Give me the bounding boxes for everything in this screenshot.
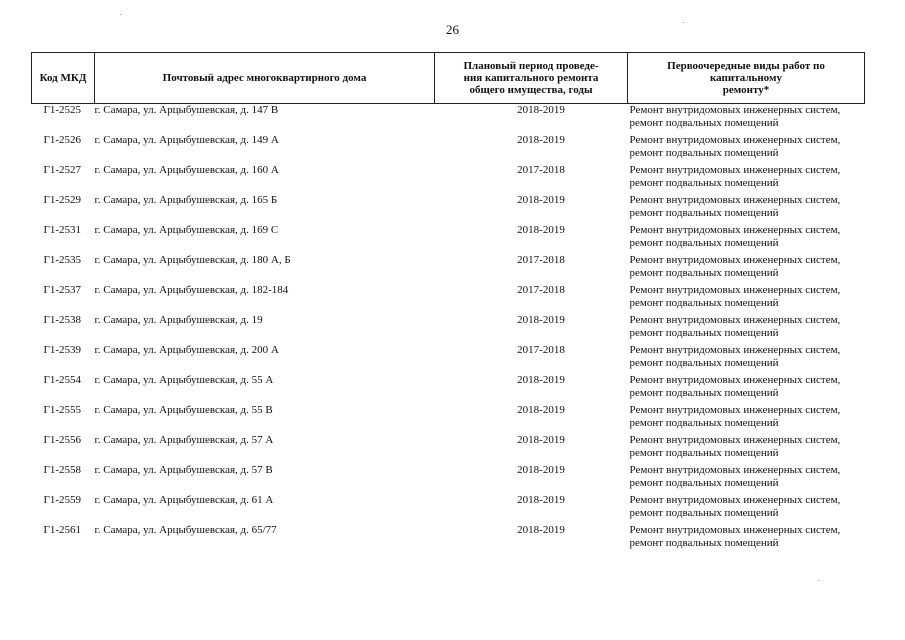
cell-works <box>628 344 865 374</box>
works-line: ремонт подвальных помещений <box>629 357 779 369</box>
works-line: Ремонт внутридомовых инженерных систем, <box>629 134 841 146</box>
cell-period: 2018-2019 <box>517 314 565 326</box>
scan-speck <box>818 580 819 581</box>
cell-code: Г1-2537 <box>43 284 82 296</box>
works-line: Ремонт внутридомовых инженерных систем, <box>629 164 841 176</box>
table-row <box>32 314 865 344</box>
cell-period: 2018-2019 <box>517 194 565 206</box>
cell-address: г. Самара, ул. Арцыбушевская, д. 57 А <box>94 434 274 446</box>
cell-period: 2017-2018 <box>517 254 565 266</box>
cell-works <box>628 254 865 284</box>
cell-address: г. Самара, ул. Арцыбушевская, д. 57 В <box>94 464 273 476</box>
cell-code: Г1-2555 <box>43 404 82 416</box>
works-line: Ремонт внутридомовых инженерных систем, <box>629 344 841 356</box>
cell-period: 2018-2019 <box>517 464 565 476</box>
table-header <box>32 53 865 104</box>
cell-works <box>628 494 865 524</box>
cell-works <box>628 194 865 224</box>
cell-address: г. Самара, ул. Арцыбушевская, д. 160 А <box>94 164 279 176</box>
works-line: ремонт подвальных помещений <box>629 117 779 129</box>
header-period <box>435 53 628 104</box>
cell-works <box>628 164 865 194</box>
cell-address: г. Самара, ул. Арцыбушевская, д. 19 <box>94 314 263 326</box>
cell-period: 2018-2019 <box>517 524 565 536</box>
cell-code: Г1-2539 <box>43 344 82 356</box>
cell-works <box>628 314 865 344</box>
cell-period: 2018-2019 <box>517 104 565 116</box>
works-line: Ремонт внутридомовых инженерных систем, <box>629 494 841 506</box>
works-line: ремонт подвальных помещений <box>629 297 779 309</box>
cell-code: Г1-2538 <box>43 314 82 326</box>
works-line: ремонт подвальных помещений <box>629 207 779 219</box>
cell-address: г. Самара, ул. Арцыбушевская, д. 149 А <box>94 134 279 146</box>
table-row <box>32 494 865 524</box>
cell-period: 2018-2019 <box>517 494 565 506</box>
cell-code: Г1-2526 <box>43 134 82 146</box>
header-period-line: общего имущества, годы <box>469 84 593 96</box>
works-line: ремонт подвальных помещений <box>629 537 779 549</box>
cell-period: 2018-2019 <box>517 374 565 386</box>
works-line: ремонт подвальных помещений <box>629 477 779 489</box>
cell-code: Г1-2529 <box>43 194 82 206</box>
cell-address: г. Самара, ул. Арцыбушевская, д. 147 В <box>94 104 279 116</box>
works-line: Ремонт внутридомовых инженерных систем, <box>629 464 841 476</box>
works-line: Ремонт внутридомовых инженерных систем, <box>629 254 841 266</box>
table-row <box>32 284 865 314</box>
table-row <box>32 374 865 404</box>
cell-code: Г1-2535 <box>43 254 82 266</box>
cell-address: г. Самара, ул. Арцыбушевская, д. 165 Б <box>94 194 278 206</box>
cell-works <box>628 404 865 434</box>
cell-period: 2018-2019 <box>517 134 565 146</box>
cell-code: Г1-2527 <box>43 164 82 176</box>
cell-address: г. Самара, ул. Арцыбушевская, д. 55 А <box>94 374 274 386</box>
table-row <box>32 164 865 194</box>
table-row <box>32 224 865 254</box>
works-line: ремонт подвальных помещений <box>629 507 779 519</box>
cell-address: г. Самара, ул. Арцыбушевская, д. 180 А, Б <box>94 254 291 266</box>
works-line: Ремонт внутридомовых инженерных систем, <box>629 374 841 386</box>
cell-works <box>628 464 865 494</box>
cell-address: г. Самара, ул. Арцыбушевская, д. 182-184 <box>94 284 289 296</box>
cell-works <box>628 224 865 254</box>
table-row <box>32 404 865 434</box>
cell-code: Г1-2558 <box>43 464 82 476</box>
cell-period: 2018-2019 <box>517 404 565 416</box>
cell-period: 2018-2019 <box>517 434 565 446</box>
table-row <box>32 344 865 374</box>
header-works-line: ремонту* <box>722 84 770 96</box>
page-number: 26 <box>446 22 459 37</box>
table-body <box>32 104 865 555</box>
cell-address: г. Самара, ул. Арцыбушевская, д. 200 А <box>94 344 279 356</box>
cell-works <box>628 524 865 554</box>
works-line: ремонт подвальных помещений <box>629 327 779 339</box>
table-row <box>32 134 865 164</box>
works-line: ремонт подвальных помещений <box>629 447 779 459</box>
header-row <box>32 53 865 104</box>
cell-period: 2017-2018 <box>517 164 565 176</box>
table-row <box>32 194 865 224</box>
cell-works <box>628 434 865 464</box>
works-line: ремонт подвальных помещений <box>629 147 779 159</box>
cell-address: г. Самара, ул. Арцыбушевская, д. 65/77 <box>94 524 277 536</box>
header-works <box>628 53 865 104</box>
works-line: ремонт подвальных помещений <box>629 387 779 399</box>
cell-code: Г1-2556 <box>43 434 82 446</box>
works-line: ремонт подвальных помещений <box>629 237 779 249</box>
cell-address: г. Самара, ул. Арцыбушевская, д. 55 В <box>94 404 273 416</box>
table-row <box>32 524 865 554</box>
cell-code: Г1-2531 <box>43 224 82 236</box>
scan-speck <box>683 22 684 23</box>
cell-works <box>628 374 865 404</box>
table-row <box>32 104 865 135</box>
works-line: Ремонт внутридомовых инженерных систем, <box>629 524 841 536</box>
header-code: Код МКД <box>32 53 95 104</box>
cell-code: Г1-2559 <box>43 494 82 506</box>
header-address: Почтовый адрес многоквартирного дома <box>95 53 435 104</box>
works-line: Ремонт внутридомовых инженерных систем, <box>629 224 841 236</box>
table-row <box>32 254 865 284</box>
cell-works <box>628 134 865 164</box>
works-line: Ремонт внутридомовых инженерных систем, <box>629 434 841 446</box>
table-row <box>32 464 865 494</box>
cell-period: 2018-2019 <box>517 224 565 236</box>
cell-period: 2017-2018 <box>517 284 565 296</box>
cell-period: 2017-2018 <box>517 344 565 356</box>
works-line: Ремонт внутридомовых инженерных систем, <box>629 404 841 416</box>
cell-address: г. Самара, ул. Арцыбушевская, д. 169 С <box>94 224 279 236</box>
cell-code: Г1-2554 <box>43 374 82 386</box>
works-line: Ремонт внутридомовых инженерных систем, <box>629 314 841 326</box>
header-period-line: Плановый период проведе- <box>463 60 599 72</box>
scan-speck <box>120 14 121 15</box>
cell-code: Г1-2561 <box>43 524 82 536</box>
works-line: Ремонт внутридомовых инженерных систем, <box>629 194 841 206</box>
cell-address: г. Самара, ул. Арцыбушевская, д. 61 А <box>94 494 274 506</box>
header-period-line: ния капитального ремонта <box>463 72 599 84</box>
works-line: Ремонт внутридомовых инженерных систем, <box>629 284 841 296</box>
works-line: ремонт подвальных помещений <box>629 177 779 189</box>
cell-code: Г1-2525 <box>43 104 82 116</box>
cell-works <box>628 104 865 135</box>
repair-schedule-table <box>31 52 865 554</box>
works-line: ремонт подвальных помещений <box>629 417 779 429</box>
cell-works <box>628 284 865 314</box>
works-line: Ремонт внутридомовых инженерных систем, <box>629 104 841 116</box>
table-row <box>32 434 865 464</box>
header-works-line: Первоочередные виды работ по капитальному <box>667 60 825 84</box>
works-line: ремонт подвальных помещений <box>629 267 779 279</box>
